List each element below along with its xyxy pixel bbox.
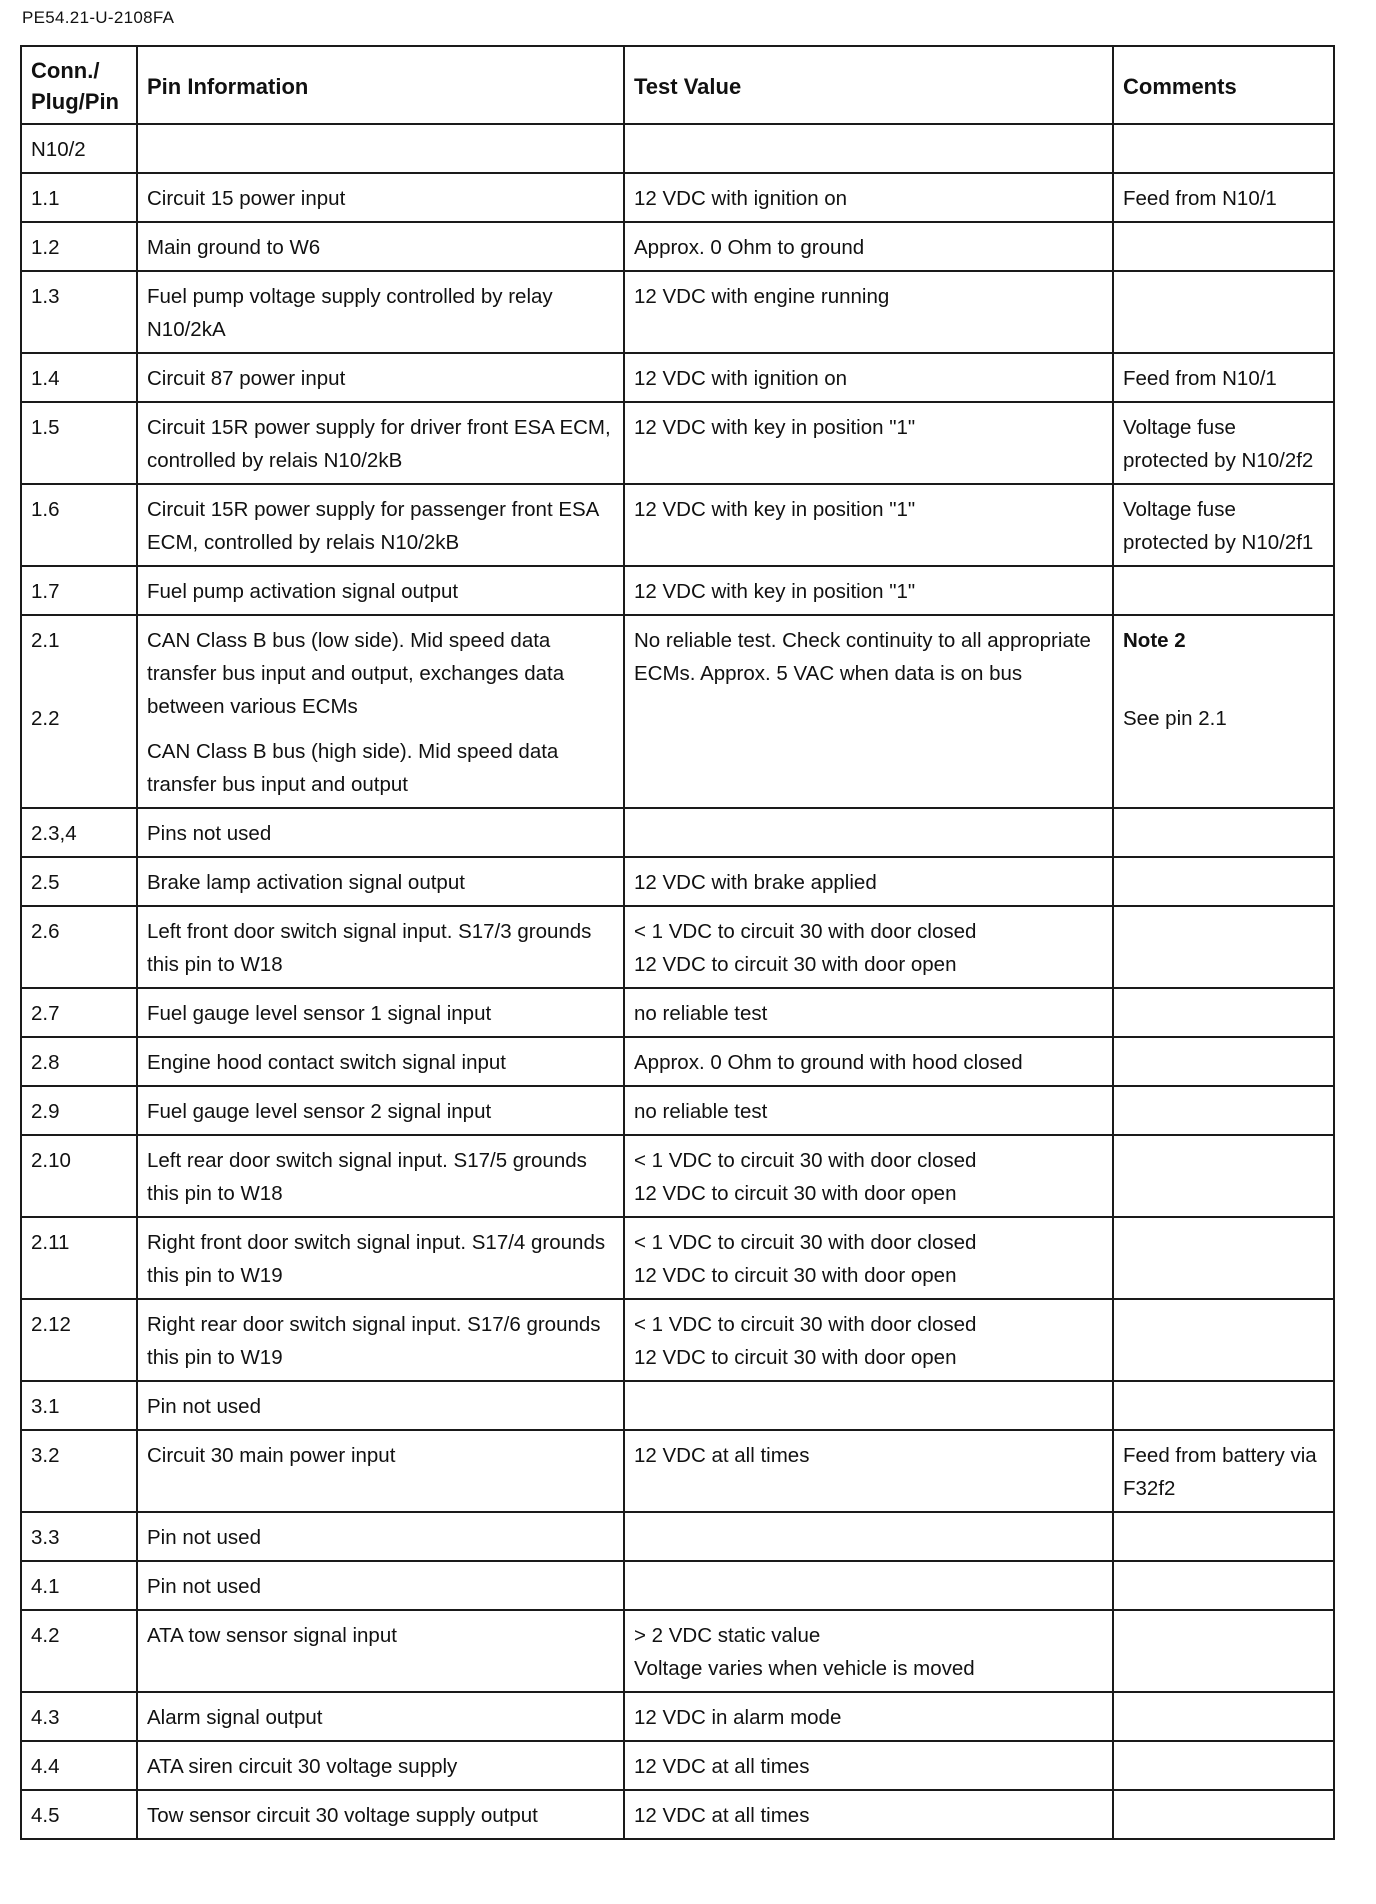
comments-cell — [1113, 906, 1334, 988]
comments-cell — [1113, 1512, 1334, 1561]
test-value-cell: 12 VDC with ignition on — [624, 353, 1113, 402]
comments-cell — [1113, 1381, 1334, 1430]
pin-info-2-1: CAN Class B bus (low side). Mid speed data transfer bus input and output, exchanges data between various ECMs — [147, 629, 565, 718]
comment-see-pin: See pin 2.1 — [1123, 707, 1227, 730]
comments-cell — [1113, 857, 1334, 906]
pin-info-cell: Main ground to W6 — [137, 222, 624, 271]
test-value-cell — [624, 1135, 1113, 1217]
test-value-cell — [624, 1610, 1113, 1692]
table-row — [21, 1135, 1334, 1217]
connector-label: N10/2 — [21, 124, 137, 173]
pin-cell: 1.7 — [21, 566, 137, 615]
pin-2-2: 2.2 — [31, 707, 60, 730]
pin-cell: 2.7 — [21, 988, 137, 1037]
test-value-line-2: 12 VDC to circuit 30 with door open — [634, 1346, 957, 1369]
pin-info-2-2: CAN Class B bus (high side). Mid speed data transfer bus input and output — [147, 740, 559, 796]
header-pin: Conn./ Plug/Pin — [21, 46, 137, 124]
pin-info-cell: Circuit 15 power input — [137, 173, 624, 222]
header-comments: Comments — [1113, 46, 1334, 124]
pin-cell: 4.1 — [21, 1561, 137, 1610]
test-value-line: 12 VDC at all times — [634, 1444, 810, 1467]
pin-info-cell: ATA siren circuit 30 voltage supply — [137, 1741, 624, 1790]
comments-cell — [1113, 1610, 1334, 1692]
test-value-cell: 12 VDC with key in position "1" — [624, 566, 1113, 615]
table-row — [21, 1692, 1334, 1741]
pin-info-cell: Engine hood contact switch signal input — [137, 1037, 624, 1086]
test-value-cell: No reliable test. Check continuity to all appropriate ECMs. Approx. 5 VAC when data is on bus — [624, 615, 1113, 808]
test-value-line: 12 VDC with brake applied — [634, 871, 877, 894]
comments-cell — [1113, 1790, 1334, 1839]
test-value-line: < 1 VDC to circuit 30 with door closed — [634, 1149, 977, 1172]
comments-cell — [1113, 615, 1334, 808]
pin-info-cell: Pin not used — [137, 1381, 624, 1430]
comments-cell — [1113, 988, 1334, 1037]
table-row — [21, 271, 1334, 353]
table-row — [21, 173, 1334, 222]
table-row — [21, 1381, 1334, 1430]
table-row — [21, 808, 1334, 857]
comments-cell — [1113, 1217, 1334, 1299]
pin-cell: 4.3 — [21, 1692, 137, 1741]
table-row-can-bus — [21, 615, 1334, 808]
pin-cell: 1.6 — [21, 484, 137, 566]
pin-cell: 2.6 — [21, 906, 137, 988]
test-value-cell: 12 VDC with key in position "1" — [624, 484, 1113, 566]
pin-info-cell: Fuel pump voltage supply controlled by relay N10/2kA — [137, 271, 624, 353]
pin-info-cell: Pins not used — [137, 808, 624, 857]
pin-cell: 2.10 — [21, 1135, 137, 1217]
pin-info-cell: Circuit 15R power supply for passenger front ESA ECM, controlled by relais N10/2kB — [137, 484, 624, 566]
test-value-line: < 1 VDC to circuit 30 with door closed — [634, 1313, 977, 1336]
table-row — [21, 1610, 1334, 1692]
table-row — [21, 222, 1334, 271]
pin-info-cell: Fuel pump activation signal output — [137, 566, 624, 615]
test-value-line: Approx. 0 Ohm to ground with hood closed — [634, 1051, 1023, 1074]
comments-cell: Feed from N10/1 — [1113, 173, 1334, 222]
comments-cell — [1113, 1561, 1334, 1610]
comment-note-2: Note 2 — [1123, 629, 1186, 652]
test-value-cell — [624, 1692, 1113, 1741]
pin-info-cell: Alarm signal output — [137, 1692, 624, 1741]
pin-cell: 1.3 — [21, 271, 137, 353]
table-row — [21, 1299, 1334, 1381]
table-row — [21, 1037, 1334, 1086]
table-row — [21, 906, 1334, 988]
comments-cell — [1113, 1037, 1334, 1086]
pin-cell: 2.11 — [21, 1217, 137, 1299]
comments-cell — [1113, 271, 1334, 353]
pin-cell: 2.3,4 — [21, 808, 137, 857]
pin-cell: 4.5 — [21, 1790, 137, 1839]
test-value-line: 12 VDC in alarm mode — [634, 1706, 842, 1729]
table-row — [21, 1086, 1334, 1135]
pin-cell: 2.8 — [21, 1037, 137, 1086]
comments-cell — [1113, 1692, 1334, 1741]
pin-cell: 2.9 — [21, 1086, 137, 1135]
table-row — [21, 353, 1334, 402]
test-value-line-2: 12 VDC to circuit 30 with door open — [634, 953, 957, 976]
comments-cell — [1113, 566, 1334, 615]
test-value-line: 12 VDC at all times — [634, 1804, 810, 1827]
test-value-line: no reliable test — [634, 1002, 768, 1025]
header-test: Test Value — [624, 46, 1113, 124]
pin-info-cell: Left front door switch signal input. S17/3 grounds this pin to W18 — [137, 906, 624, 988]
pin-cell: 2.12 — [21, 1299, 137, 1381]
table-header — [21, 46, 1334, 124]
test-value-cell — [624, 1037, 1113, 1086]
table-row — [21, 988, 1334, 1037]
test-value-line: < 1 VDC to circuit 30 with door closed — [634, 920, 977, 943]
test-value-cell — [624, 988, 1113, 1037]
test-value-cell — [624, 1430, 1113, 1512]
pin-table — [20, 45, 1335, 1840]
table-row — [21, 484, 1334, 566]
pin-cell: 4.4 — [21, 1741, 137, 1790]
pin-info-cell: Circuit 15R power supply for driver front ESA ECM, controlled by relais N10/2kB — [137, 402, 624, 484]
test-value-line: 12 VDC at all times — [634, 1755, 810, 1778]
table-row — [21, 857, 1334, 906]
test-value-cell: Approx. 0 Ohm to ground — [624, 222, 1113, 271]
pin-info-cell: Right rear door switch signal input. S17/6 grounds this pin to W19 — [137, 1299, 624, 1381]
pin-cell: 1.1 — [21, 173, 137, 222]
pin-info-cell: Right front door switch signal input. S17/4 grounds this pin to W19 — [137, 1217, 624, 1299]
test-value-cell — [624, 1512, 1113, 1561]
comments-cell — [1113, 1299, 1334, 1381]
table-row — [21, 566, 1334, 615]
test-value-cell: 12 VDC with ignition on — [624, 173, 1113, 222]
header-info: Pin Information — [137, 46, 624, 124]
pin-cell: 1.5 — [21, 402, 137, 484]
pin-info-cell: Circuit 30 main power input — [137, 1430, 624, 1512]
pin-cell: 3.3 — [21, 1512, 137, 1561]
pin-info-cell: Brake lamp activation signal output — [137, 857, 624, 906]
test-value-cell — [624, 808, 1113, 857]
test-value-cell — [624, 1741, 1113, 1790]
test-value-line: > 2 VDC static value — [634, 1624, 821, 1647]
pin-cell: 1.2 — [21, 222, 137, 271]
pin-cell: 2.5 — [21, 857, 137, 906]
pin-info-cell — [137, 615, 624, 808]
comments-cell: Feed from N10/1 — [1113, 353, 1334, 402]
pin-2-1: 2.1 — [31, 629, 60, 652]
test-value-cell: 12 VDC with engine running — [624, 271, 1113, 353]
pin-cell: 3.2 — [21, 1430, 137, 1512]
test-value-line-2: 12 VDC to circuit 30 with door open — [634, 1264, 957, 1287]
table-row — [21, 1217, 1334, 1299]
table-row — [21, 402, 1334, 484]
table-row — [21, 1512, 1334, 1561]
comments-cell — [1113, 808, 1334, 857]
pin-info-cell: Left rear door switch signal input. S17/5 grounds this pin to W18 — [137, 1135, 624, 1217]
pin-cell: 1.4 — [21, 353, 137, 402]
comments-cell — [1113, 1135, 1334, 1217]
connector-row — [21, 124, 1334, 173]
pin-info-cell: Pin not used — [137, 1512, 624, 1561]
table-row — [21, 1561, 1334, 1610]
table-row — [21, 1430, 1334, 1512]
pin-info-cell: Fuel gauge level sensor 2 signal input — [137, 1086, 624, 1135]
comments-cell — [1113, 222, 1334, 271]
test-value-cell — [624, 1561, 1113, 1610]
pin-info-cell: Pin not used — [137, 1561, 624, 1610]
table-body — [21, 124, 1334, 1839]
comments-cell: Feed from battery via F32f2 — [1113, 1430, 1334, 1512]
pin-cell — [21, 615, 137, 808]
test-value-cell — [624, 1381, 1113, 1430]
test-value-cell — [624, 857, 1113, 906]
comments-cell — [1113, 1086, 1334, 1135]
document-id: PE54.21-U-2108FA — [22, 8, 175, 27]
comments-cell: Voltage fuse protected by N10/2f1 — [1113, 484, 1334, 566]
test-value-cell — [624, 1790, 1113, 1839]
pin-info-cell: ATA tow sensor signal input — [137, 1610, 624, 1692]
test-value-line: no reliable test — [634, 1100, 768, 1123]
pin-cell: 3.1 — [21, 1381, 137, 1430]
test-value-cell — [624, 1086, 1113, 1135]
test-value-cell: 12 VDC with key in position "1" — [624, 402, 1113, 484]
test-value-cell — [624, 1299, 1113, 1381]
test-value-line-2: 12 VDC to circuit 30 with door open — [634, 1182, 957, 1205]
comments-cell: Voltage fuse protected by N10/2f2 — [1113, 402, 1334, 484]
pin-info-cell: Circuit 87 power input — [137, 353, 624, 402]
pin-cell: 4.2 — [21, 1610, 137, 1692]
pin-info-cell: Fuel gauge level sensor 1 signal input — [137, 988, 624, 1037]
test-value-line: < 1 VDC to circuit 30 with door closed — [634, 1231, 977, 1254]
comments-cell — [1113, 1741, 1334, 1790]
test-value-cell — [624, 906, 1113, 988]
pin-info-cell: Tow sensor circuit 30 voltage supply output — [137, 1790, 624, 1839]
header-row — [21, 46, 1334, 124]
test-value-line-2: Voltage varies when vehicle is moved — [634, 1657, 975, 1680]
table-row — [21, 1741, 1334, 1790]
test-value-cell — [624, 1217, 1113, 1299]
table-row — [21, 1790, 1334, 1839]
